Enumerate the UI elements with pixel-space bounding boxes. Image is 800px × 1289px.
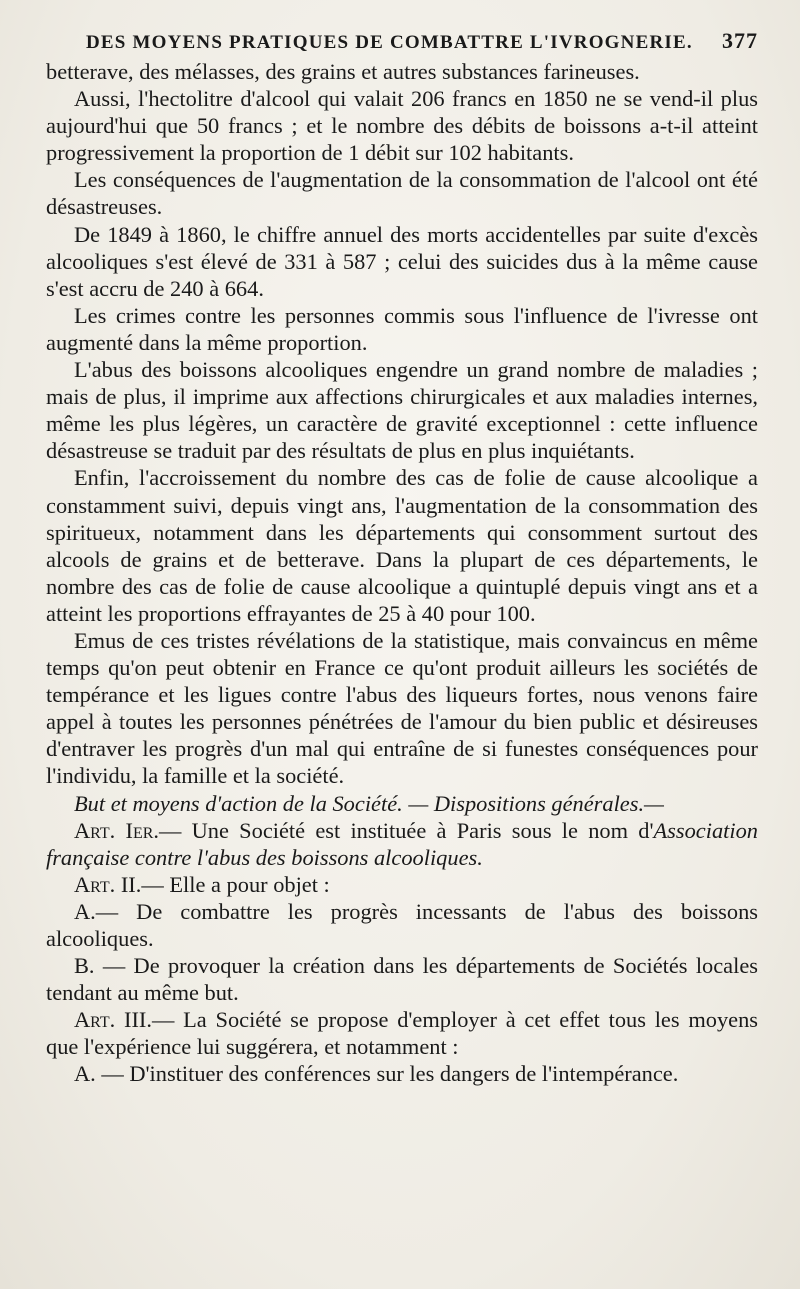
section-heading: But et moyens d'action de la Société. — Dispositions générales.— <box>74 790 664 816</box>
article-label: Art. Ier. <box>74 817 159 843</box>
running-head <box>46 28 758 54</box>
body-text <box>46 58 758 1088</box>
article-2-item-a: A.— De combattre les progrès incessants de l'abus des boissons alcooliques. <box>46 898 758 951</box>
paragraph: betterave, des mélasses, des grains et autres substances farineuses. <box>46 59 640 84</box>
article-2 <box>46 871 758 898</box>
paragraph: L'abus des boissons alcooliques engendre un grand nombre de maladies ; mais de plus, il imprime aux affections chirurgicales et aux maladies internes, même les plus légères, un caractère de gravité exceptionnel : cette influence désastreuse se traduit par des résultats de plus en plus inquiétants. <box>46 357 758 464</box>
paragraph: Emus de ces tristes révélations de la statistique, mais convaincus en même temps qu'on peut obtenir en France ce qu'ont produit ailleurs les sociétés de tempérance et les ligues contre l'abus des liqueurs fortes, nous venons faire appel à toutes les personnes pénétrées de l'amour du bien public et désireuses d'entraver les progrès d'un mal qui entraîne de si funestes conséquences pour l'individu, la famille et la société. <box>46 627 758 789</box>
article-label: Art. III. <box>74 1007 152 1033</box>
article-3 <box>46 1006 758 1060</box>
society-name: Association française contre l'abus des boissons alcooliques. <box>46 817 758 870</box>
article-text: — Une Société est instituée à Paris sous le nom d' <box>159 817 654 843</box>
article-2-item-b: B. — De provoquer la création dans les départements de Sociétés locales tendant au même but. <box>46 953 758 1006</box>
paragraph: Les crimes contre les personnes commis sous l'influence de l'ivresse ont augmenté dans la même proportion. <box>46 302 758 355</box>
running-title: DES MOYENS PRATIQUES DE COMBATTRE L'IVROGNERIE. <box>86 32 693 53</box>
article-text: — Elle a pour objet : <box>141 871 330 897</box>
paragraph: Enfin, l'accroissement du nombre des cas de folie de cause alcoolique a constamment suivi, depuis vingt ans, l'augmentation de la consommation des spiritueux, notamment dans les départements qui consomment surtout des alcools de grains et de betterave. Dans la plupart de ces départements, le nombre des cas de folie de cause alcoolique a quintuplé depuis vingt ans et a atteint les proportions effrayantes de 25 à 40 pour 100. <box>46 465 758 626</box>
article-label: Art. II. <box>74 871 142 897</box>
paragraph: Les conséquences de l'augmentation de la consommation de l'alcool ont été désastreuses. <box>46 167 758 220</box>
article-1 <box>46 817 758 871</box>
article-3-item-a: A. — D'instituer des conférences sur les dangers de l'intempérance. <box>74 1061 679 1087</box>
article-text: — La Société se propose d'employer à cet effet tous les moyens que l'expérience lui suggérera, et notamment : <box>46 1007 758 1060</box>
page-number: 377 <box>722 28 758 53</box>
paragraph: Aussi, l'hectolitre d'alcool qui valait 206 francs en 1850 ne se vend-il plus aujourd'hui que 50 francs ; et le nombre des débits de boissons a-t-il atteint progressivement la proportion de 1 débit sur 102 habitants. <box>46 86 758 166</box>
paragraph: De 1849 à 1860, le chiffre annuel des morts accidentelles par suite d'excès alcooliques s'est élevé de 331 à 587 ; celui des suicides dus à la même cause s'est accru de 240 à 664. <box>46 221 758 301</box>
